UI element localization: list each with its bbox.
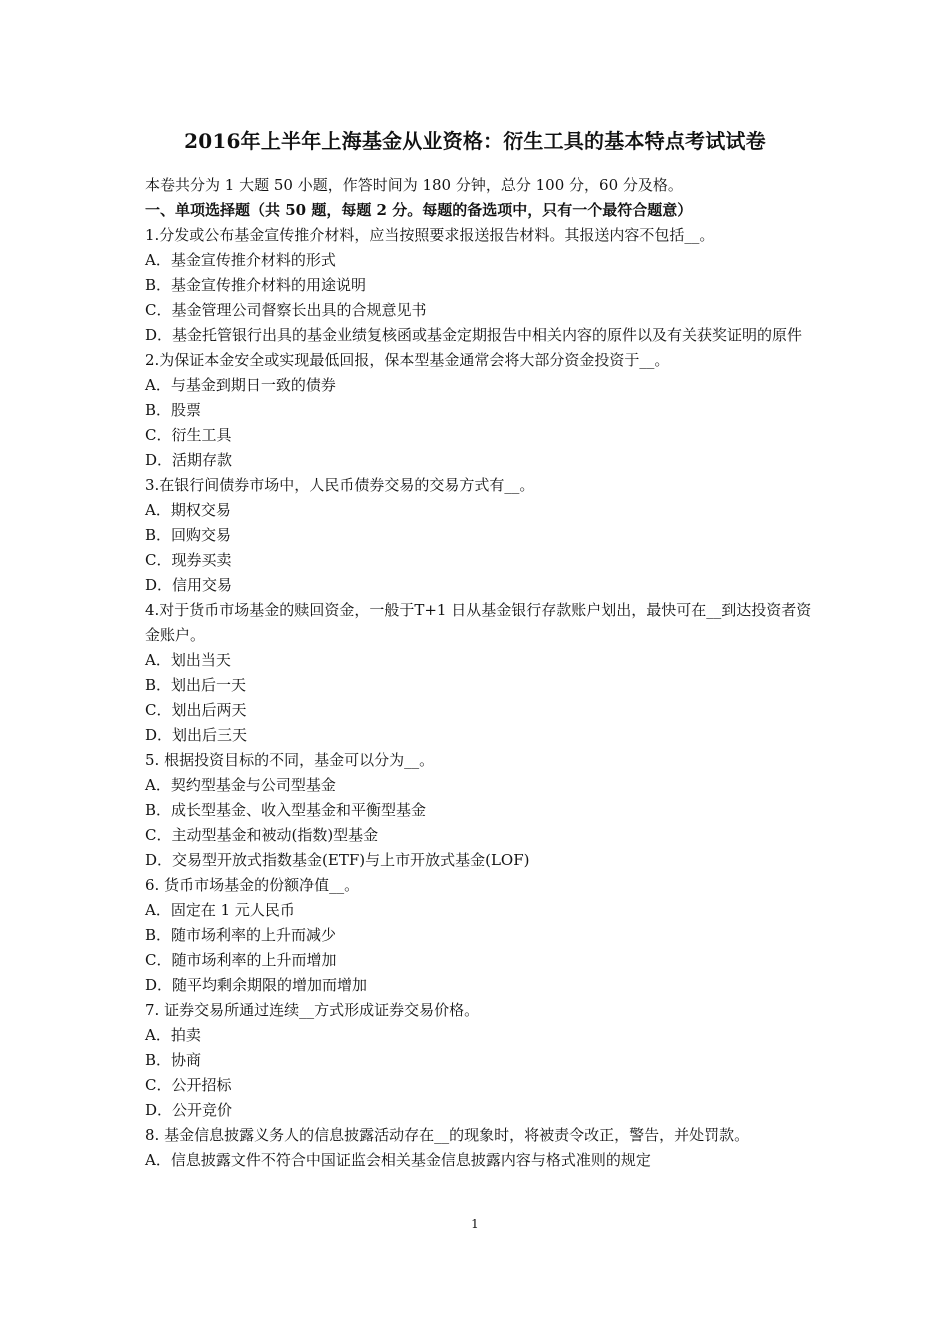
answer-option: D．划出后三天 bbox=[145, 726, 248, 744]
answer-option: D．信用交易 bbox=[145, 576, 233, 594]
question-stem: 3.在银行间债券市场中，人民币债券交易的交易方式有__。 bbox=[145, 476, 535, 494]
answer-option: D．交易型开放式指数基金(ETF)与上市开放式基金(LOF) bbox=[145, 851, 530, 869]
answer-option: A．与基金到期日一致的债券 bbox=[145, 376, 336, 394]
question-block bbox=[145, 873, 815, 998]
exam-intro: 本卷共分为 1 大题 50 小题，作答时间为 180 分钟，总分 100 分，60 分及格。 bbox=[145, 176, 683, 194]
answer-option: C．主动型基金和被动(指数)型基金 bbox=[145, 826, 379, 844]
section-heading: 一、单项选择题（共 50 题，每题 2 分。每题的备选项中，只有一个最符合题意） bbox=[145, 201, 693, 219]
answer-option: C．随市场利率的上升而增加 bbox=[145, 951, 337, 969]
page-number: 1 bbox=[471, 1217, 479, 1231]
answer-option: C．现券买卖 bbox=[145, 551, 232, 569]
question-stem: 2.为保证本金安全或实现最低回报，保本型基金通常会将大部分资金投资于__。 bbox=[145, 351, 670, 369]
answer-option: A．期权交易 bbox=[145, 501, 231, 519]
answer-option: A．契约型基金与公司型基金 bbox=[145, 776, 336, 794]
question-block bbox=[145, 748, 815, 873]
answer-option: B．股票 bbox=[145, 401, 202, 419]
answer-option: A．信息披露文件不符合中国证监会相关基金信息披露内容与格式准则的规定 bbox=[145, 1151, 651, 1169]
document-body bbox=[145, 173, 815, 1173]
question-block bbox=[145, 1123, 815, 1173]
question-block bbox=[145, 473, 815, 598]
answer-option: D．公开竞价 bbox=[145, 1101, 233, 1119]
question-stem: 4.对于货币市场基金的赎回资金，一般于T+1 日从基金银行存款账户划出，最快可在__到达投资者资金账户。 bbox=[145, 601, 812, 644]
question-block bbox=[145, 598, 815, 748]
question-stem: 5. 根据投资目标的不同，基金可以分为__。 bbox=[145, 751, 435, 769]
answer-option: B．划出后一天 bbox=[145, 676, 247, 694]
question-block bbox=[145, 223, 815, 348]
question-stem: 7. 证券交易所通过连续__方式形成证券交易价格。 bbox=[145, 1001, 480, 1019]
answer-option: D．活期存款 bbox=[145, 451, 233, 469]
answer-option: C．划出后两天 bbox=[145, 701, 247, 719]
document-title: 2016年上半年上海基金从业资格：衍生工具的基本特点考试试卷 bbox=[184, 129, 766, 153]
question-stem: 1.分发或公布基金宣传推介材料，应当按照要求报送报告材料。其报送内容不包括__。 bbox=[145, 226, 715, 244]
question-block bbox=[145, 998, 815, 1123]
answer-option: B．基金宣传推介材料的用途说明 bbox=[145, 276, 367, 294]
answer-option: A．划出当天 bbox=[145, 651, 231, 669]
answer-option: A．拍卖 bbox=[145, 1026, 201, 1044]
answer-option: A．基金宣传推介材料的形式 bbox=[145, 251, 336, 269]
answer-option: B．随市场利率的上升而减少 bbox=[145, 926, 337, 944]
answer-option: C．公开招标 bbox=[145, 1076, 232, 1094]
answer-option: B．协商 bbox=[145, 1051, 202, 1069]
answer-option: B．回购交易 bbox=[145, 526, 232, 544]
answer-option: B．成长型基金、收入型基金和平衡型基金 bbox=[145, 801, 427, 819]
question-block bbox=[145, 348, 815, 473]
answer-option: C．衍生工具 bbox=[145, 426, 232, 444]
answer-option: D．随平均剩余期限的增加而增加 bbox=[145, 976, 368, 994]
answer-option: C．基金管理公司督察长出具的合规意见书 bbox=[145, 301, 427, 319]
question-stem: 8. 基金信息披露义务人的信息披露活动存在__的现象时，将被责令改正，警告，并处罚款。 bbox=[145, 1126, 750, 1144]
question-stem: 6. 货币市场基金的份额净值__。 bbox=[145, 876, 360, 894]
answer-option: A．固定在 1 元人民币 bbox=[145, 901, 295, 919]
answer-option: D．基金托管银行出具的基金业绩复核函或基金定期报告中相关内容的原件以及有关获奖证明的原件 bbox=[145, 326, 803, 344]
